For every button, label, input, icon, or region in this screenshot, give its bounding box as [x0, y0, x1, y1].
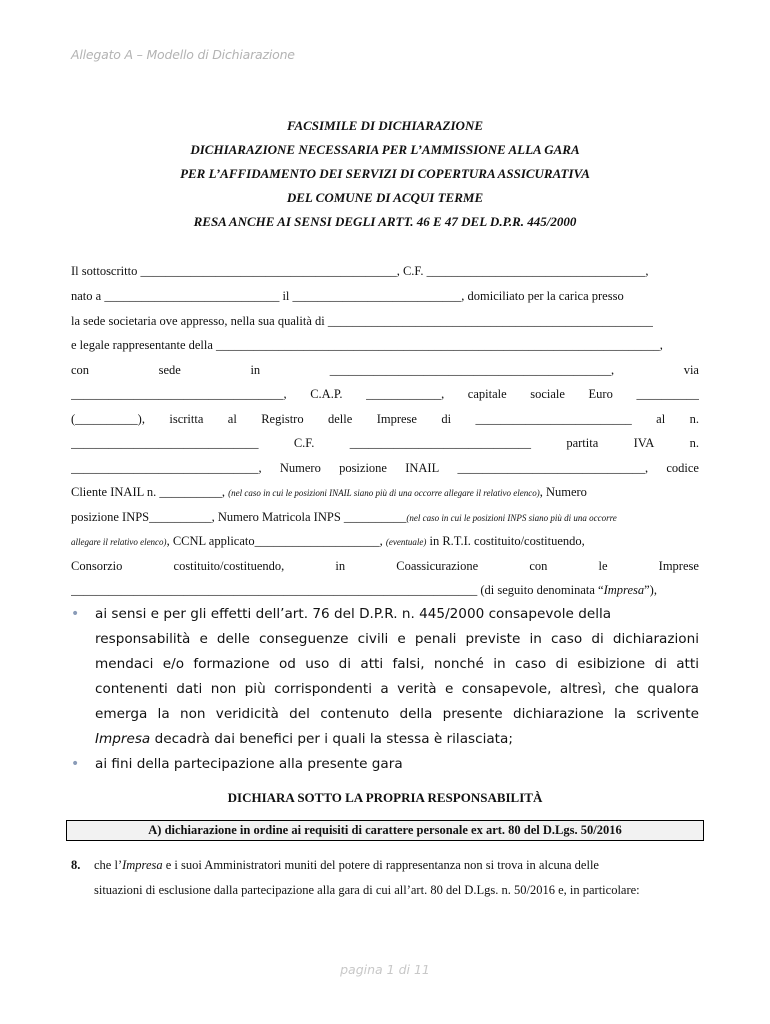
- blank-field: _________________________: [475, 412, 632, 426]
- word: C.A.P.: [310, 387, 343, 401]
- document-header: Allegato A – Modello di Dichiarazione: [71, 47, 295, 62]
- inail-note: (nel caso in cui le posizioni INAIL siano più di una occorre allegare il relativo elenco): [228, 488, 540, 498]
- blank-field: _____________________________: [349, 436, 531, 450]
- bullet-1-line-2: responsabilità e delle conseguenze civili e penali previste in caso di dichiarazioni: [95, 631, 699, 647]
- word: Imprese: [658, 559, 699, 573]
- word: al: [656, 412, 666, 426]
- blank-field: __________________________________,: [71, 387, 287, 401]
- text-run: , CCNL applicato____________________,: [166, 534, 386, 548]
- bullet-1-line-3: mendaci e/o formazione od uso di atti falsi, nonché in caso di esibizione di atti: [95, 656, 699, 672]
- impresa-term: Impresa: [603, 583, 645, 597]
- text-run: posizione INPS__________, Numero Matricola INPS __________: [71, 510, 407, 524]
- text-run: , Numero: [539, 485, 587, 499]
- word: C.F.: [293, 436, 315, 450]
- blank-field: _____________________________________________,: [329, 363, 615, 377]
- blank-field: ______________________________,: [457, 461, 649, 475]
- body-line-14: [71, 583, 699, 598]
- body-line-6: [71, 387, 699, 402]
- word: Numero: [279, 461, 321, 475]
- item-line-2: situazioni di esclusione dalla partecipazione alla gara di cui all’art. 80 del D.Lgs. n. 50/2016 e, in particolare:: [94, 883, 640, 897]
- title-line-1: FACSIMILE DI DICHIARAZIONE: [286, 118, 484, 133]
- inps-note: (nel caso in cui le posizioni INPS siano più di una occorre: [406, 513, 617, 523]
- word: in: [250, 363, 261, 377]
- bullet-1-line-5: emerga la non veridicità del contenuto della presente dichiarazione la scrivente: [95, 706, 699, 722]
- word: n.: [689, 436, 699, 450]
- word: iscritta: [169, 412, 204, 426]
- word: sociale: [530, 387, 565, 401]
- word: codice: [666, 461, 699, 475]
- title-line-4: DEL COMUNE DI ACQUI TERME: [286, 190, 484, 205]
- body-line-8: [71, 436, 699, 451]
- word: Consorzio: [71, 559, 123, 573]
- word: delle: [327, 412, 353, 426]
- body-line-9: [71, 461, 699, 476]
- page-footer: pagina 1 di 11: [340, 962, 430, 977]
- word: di: [441, 412, 452, 426]
- bullet-1-line-6: [95, 731, 699, 747]
- body-line-12: [71, 534, 699, 549]
- word: con: [71, 363, 90, 377]
- text-run: che l’: [94, 858, 123, 872]
- title-line-3: PER L’AFFIDAMENTO DEI SERVIZI DI COPERTURA ASSICURATIVA: [180, 166, 590, 181]
- dichiara-heading: DICHIARA SOTTO LA PROPRIA RESPONSABILITÀ: [227, 790, 543, 805]
- word: partita: [566, 436, 599, 450]
- bullet-icon: •: [71, 756, 80, 772]
- body-line-13: [71, 559, 699, 574]
- item-number: 8.: [71, 858, 81, 872]
- text-run: decadrà dai benefici per i quali la stessa è rilasciata;: [150, 731, 513, 747]
- bullet-2-line: ai fini della partecipazione alla presente gara: [95, 756, 403, 772]
- optional-note: (eventuale): [385, 537, 427, 547]
- impresa-term: Impresa: [95, 731, 151, 747]
- impresa-term: Impresa: [122, 858, 163, 872]
- bullet-1-line-4: contenenti dati non più corrispondenti a verità e consapevole, altresì, che qualora: [95, 681, 699, 697]
- inps-note-continued: allegare il relativo elenco): [71, 537, 167, 547]
- section-a-box: A) dichiarazione in ordine ai requisiti di carattere personale ex art. 80 del D.Lgs. 50/2016: [66, 820, 704, 841]
- text-run: e i suoi Amministratori muniti del potere di rappresentanza non si trova in alcuna delle: [162, 858, 599, 872]
- word: via: [683, 363, 699, 377]
- bullet-icon: •: [71, 606, 80, 622]
- body-line-10: [71, 485, 699, 500]
- blank-field: ____________,: [366, 387, 445, 401]
- body-line-4: e legale rappresentante della _______________________________________________________________________,: [71, 338, 663, 352]
- word: Euro: [588, 387, 613, 401]
- blank-field: ______________________________,: [71, 461, 262, 475]
- blank-field: (__________),: [71, 412, 145, 426]
- word: sede: [158, 363, 181, 377]
- blank-field: __________: [636, 387, 699, 401]
- word: posizione: [339, 461, 387, 475]
- word: in: [335, 559, 346, 573]
- text-run: _________________________________________________________________ (di seguito denominata “: [71, 583, 604, 597]
- title-line-5: RESA ANCHE AI SENSI DEGLI ARTT. 46 E 47 DEL D.P.R. 445/2000: [193, 214, 577, 229]
- bullet-1-line-1: ai sensi e per gli effetti dell’art. 76 del D.P.R. n. 445/2000 consapevole della: [95, 606, 612, 622]
- body-line-7: [71, 412, 699, 427]
- body-line-2: nato a ____________________________ il ___________________________, domiciliato per la carica presso: [71, 289, 624, 303]
- blank-field: ______________________________: [71, 436, 259, 450]
- body-line-11: [71, 510, 699, 525]
- title-line-2: DICHIARAZIONE NECESSARIA PER L’AMMISSIONE ALLA GARA: [190, 142, 580, 157]
- word: Imprese: [376, 412, 417, 426]
- word: le: [598, 559, 608, 573]
- body-line-1: Il sottoscritto _________________________________________, C.F. ___________________________________,: [71, 264, 649, 278]
- word: INAIL: [405, 461, 440, 475]
- body-line-3: la sede societaria ove appresso, nella sua qualità di ____________________________________________________: [71, 314, 653, 328]
- word: al: [227, 412, 237, 426]
- word: Registro: [261, 412, 304, 426]
- word: IVA: [633, 436, 655, 450]
- word: Coassicurazione: [396, 559, 479, 573]
- text-run: ”),: [644, 583, 657, 597]
- word: con: [529, 559, 548, 573]
- word: capitale: [467, 387, 507, 401]
- text-run: Cliente INAIL n. __________,: [71, 485, 229, 499]
- text-run: in R.T.I. costituito/costituendo,: [426, 534, 585, 548]
- word: costituito/costituendo,: [173, 559, 285, 573]
- body-line-5: [71, 363, 699, 378]
- word: n.: [689, 412, 699, 426]
- item-line-1: [94, 858, 699, 873]
